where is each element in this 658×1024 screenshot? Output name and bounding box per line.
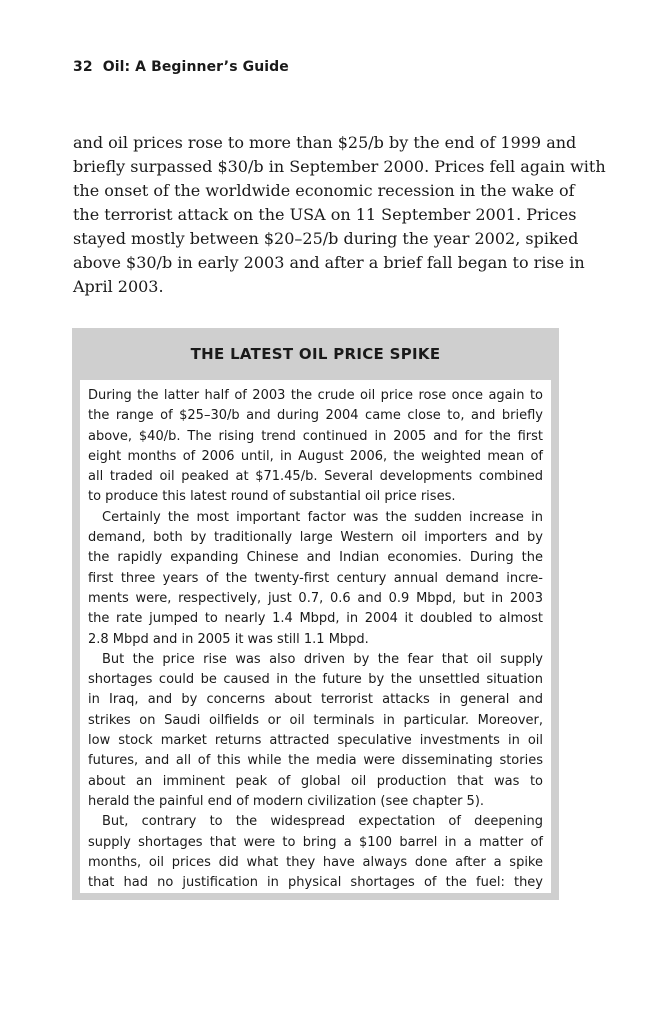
sidebar-line: Certainly the most important factor was the sudden increase in — [102, 509, 543, 525]
sidebar-line: above, $40/b. The rising trend continued in 2005 and for the first — [88, 428, 543, 444]
sidebar-line: all traded oil peaked at $71.45/b. Several developments combined — [88, 469, 543, 485]
sidebar-line: During the latter half of 2003 the crude oil price rose once again to — [88, 388, 543, 403]
sidebar-line: the rate jumped to nearly 1.4 Mbpd, in 2004 it doubled to almost — [88, 611, 543, 627]
body-line: the terrorist attack on the USA on 11 September 2001. Prices — [73, 205, 577, 224]
sidebar-line: to produce this latest round of substantial oil price rises. — [88, 489, 456, 505]
sidebar-line: demand, both by traditionally large Western oil importers and by — [88, 530, 543, 546]
sidebar-line: shortages could be caused in the future by the unsettled situation — [88, 672, 543, 688]
sidebar-line: eight months of 2006 until, in August 2006, the weighted mean of — [88, 448, 543, 464]
body-line: briefly surpassed $30/b in September 2000. Prices fell again with — [73, 157, 606, 176]
sidebar-line: But the price rise was also driven by the fear that oil supply — [102, 651, 543, 667]
sidebar-line: first three years of the twenty-first century annual demand incre- — [88, 570, 543, 586]
body-line: the onset of the worldwide economic recession in the wake of — [73, 181, 575, 200]
sidebar-line: strikes on Saudi oilfields or oil terminals in particular. Moreover, — [88, 712, 543, 728]
sidebar-line: supply shortages that were to bring a $100 barrel in a matter of — [88, 834, 543, 850]
sidebar-line: months, oil prices did what they have always done after a spike — [88, 854, 543, 870]
sidebar-line: that had no justification in physical shortages of the fuel: they — [88, 875, 543, 891]
sidebar-line: futures, and all of this while the media were disseminating stories — [88, 753, 543, 769]
sidebar-line: in Iraq, and by concerns about terrorist attacks in general and — [88, 692, 543, 708]
running-head — [73, 59, 289, 75]
page-number: 32 — [73, 59, 93, 75]
sidebar-line: herald the painful end of modern civilization (see chapter 5). — [88, 793, 485, 809]
sidebar-line: ments were, respectively, just 0.7, 0.6 and 0.9 Mbpd, but in 2003 — [88, 590, 543, 606]
book-title: Oil: A Beginner’s Guide — [102, 59, 289, 75]
sidebar-line: the rapidly expanding Chinese and Indian economies. During the — [88, 550, 543, 566]
body-line: above $30/b in early 2003 and after a brief fall began to rise in — [73, 253, 585, 272]
sidebar-line: But, contrary to the widespread expectation of deepening — [102, 814, 543, 830]
sidebar-title: THE LATEST OIL PRICE SPIKE — [190, 345, 441, 363]
sidebar-line: the range of $25–30/b and during 2004 came close to, and briefly — [88, 408, 543, 424]
sidebar-content — [80, 380, 551, 893]
body-line: and oil prices rose to more than $25/b by the end of 1999 and — [73, 133, 577, 152]
body-line: April 2003. — [73, 277, 164, 296]
sidebar-line: 2.8 Mbpd and in 2005 it was still 1.1 Mbpd. — [88, 631, 369, 647]
body-paragraph — [73, 131, 606, 299]
sidebar-line: low stock market returns attracted speculative investments in oil — [88, 733, 543, 749]
sidebar-box — [72, 328, 559, 900]
body-line: stayed mostly between $20–25/b during the year 2002, spiked — [73, 229, 579, 248]
sidebar-line: about an imminent peak of global oil production that was to — [88, 773, 543, 789]
